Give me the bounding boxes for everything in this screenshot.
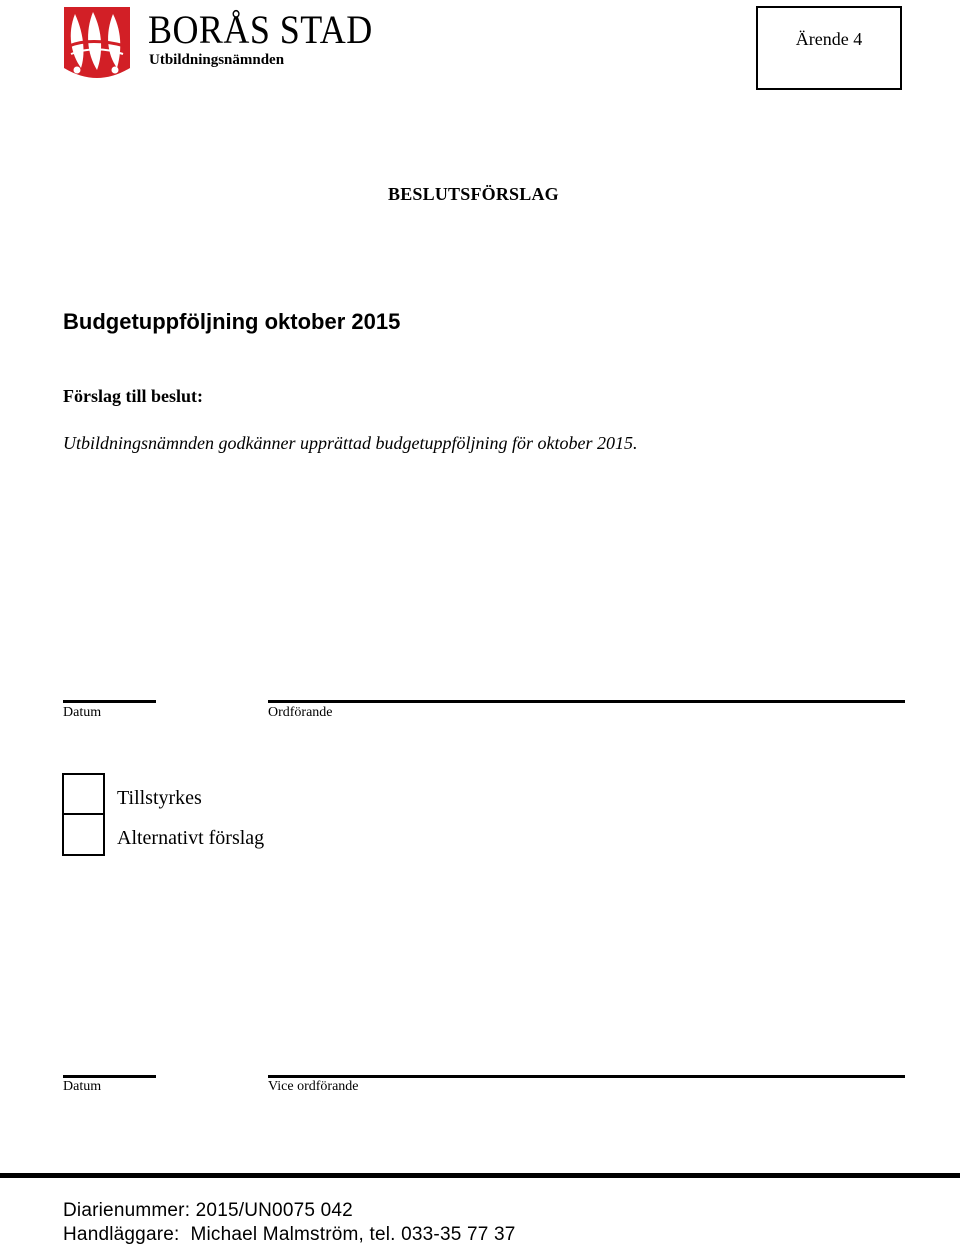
proposal-heading: Förslag till beslut:: [63, 386, 203, 406]
signature-name-line: [268, 700, 905, 703]
alternativt-forslag-label: Alternativt förslag: [117, 827, 265, 849]
document-title: Budgetuppföljning oktober 2015: [63, 309, 401, 334]
arende-label: Ärende 4: [795, 29, 863, 49]
tillstyrkes-label: Tillstyrkes: [117, 787, 202, 809]
tillstyrkes-checkbox[interactable]: [62, 773, 105, 815]
logo-title: BORÅS STAD: [148, 7, 373, 52]
signature-date-line: [63, 1075, 156, 1078]
signature-date-line: [63, 700, 156, 703]
alternativt-forslag-checkbox[interactable]: [62, 813, 105, 856]
signature-name-line: [268, 1075, 905, 1078]
footer-diarienummer: Diarienummer: 2015/UN0075 042: [63, 1200, 353, 1221]
signature-date-label: Datum: [63, 1079, 102, 1094]
footer-handlaggare: Handläggare: Michael Malmström, tel. 033-35 77 37: [63, 1224, 516, 1245]
logo-subtitle: Utbildningsnämnden: [149, 52, 285, 68]
signature-vice-chair-label: Vice ordförande: [268, 1079, 359, 1094]
boras-coat-of-arms-icon: [63, 6, 131, 85]
document-type: BESLUTSFÖRSLAG: [388, 184, 559, 204]
footer-divider: [0, 1173, 960, 1178]
signature-date-label: Datum: [63, 705, 102, 720]
proposal-text: Utbildningsnämnden godkänner upprättad budgetuppföljning för oktober 2015.: [63, 433, 638, 453]
signature-chair-label: Ordförande: [268, 705, 333, 720]
